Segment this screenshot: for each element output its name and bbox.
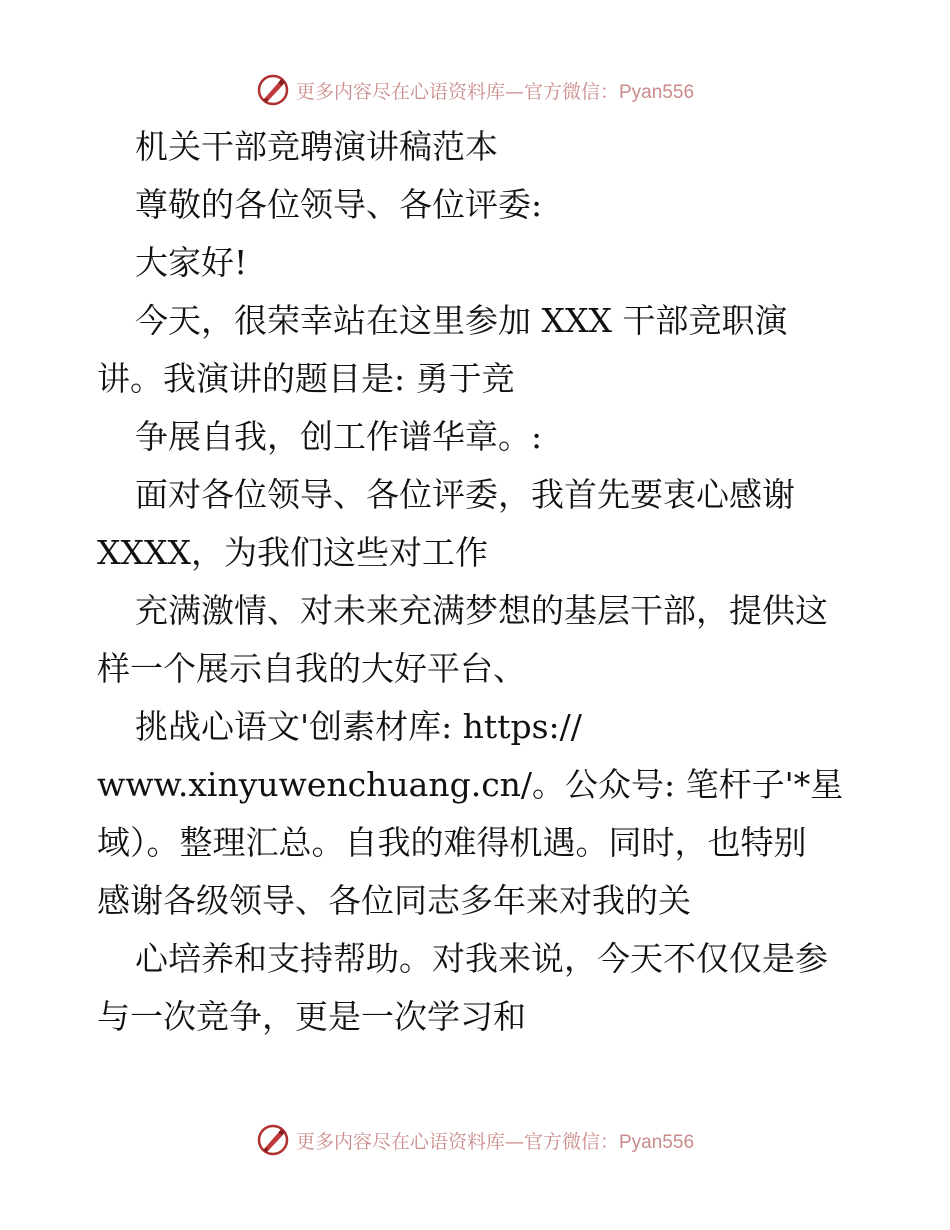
header-watermark: [0, 70, 950, 110]
watermark-text: 更多内容尽在心语资料库—官方微信：: [295, 1130, 619, 1153]
pen-logo-icon: [256, 73, 290, 107]
watermark-text: 更多内容尽在心语资料库—官方微信：: [295, 80, 619, 103]
text-line: 讲。我演讲的题目是: 勇于竞: [97, 359, 515, 398]
text-line: www.xinyuwenchuang.cn/。公众号: 笔杆子'*星: [97, 765, 844, 804]
text-line: 充满激情、对未来充满梦想的基层干部，提供这: [135, 591, 828, 630]
text-line: XXXX，为我们这些对工作: [97, 533, 488, 572]
text-line: 域）。整理汇总。自我的难得机遇。同时，也特别: [97, 823, 807, 862]
text-line: 挑战心语文'创素材库: https://: [135, 707, 582, 746]
text-line: 感谢各级领导、各位同志多年来对我的关: [97, 881, 691, 920]
text-line: 样一个展示自我的大好平台、: [97, 649, 526, 688]
text-line: 面对各位领导、各位评委，我首先要衷心感谢: [135, 475, 795, 514]
pen-logo-icon: [256, 1123, 290, 1157]
text-line: 心培养和支持帮助。对我来说，今天不仅仅是参: [135, 939, 828, 978]
text-line: 今天，很荣幸站在这里参加 XXX 干部竞职演: [135, 301, 788, 340]
wechat-id: Pyan556: [619, 1131, 695, 1153]
footer-watermark: [0, 1120, 950, 1160]
text-line: 与一次竞争，更是一次学习和: [97, 997, 526, 1036]
text-line: 大家好!: [135, 243, 248, 282]
document-title: 机关干部竞聘演讲稿范本: [135, 127, 498, 166]
text-line: 争展自我，创工作谱华章。:: [135, 417, 543, 456]
wechat-id: Pyan556: [619, 81, 695, 103]
document-body: [97, 118, 867, 1046]
text-line: 尊敬的各位领导、各位评委:: [135, 185, 543, 224]
